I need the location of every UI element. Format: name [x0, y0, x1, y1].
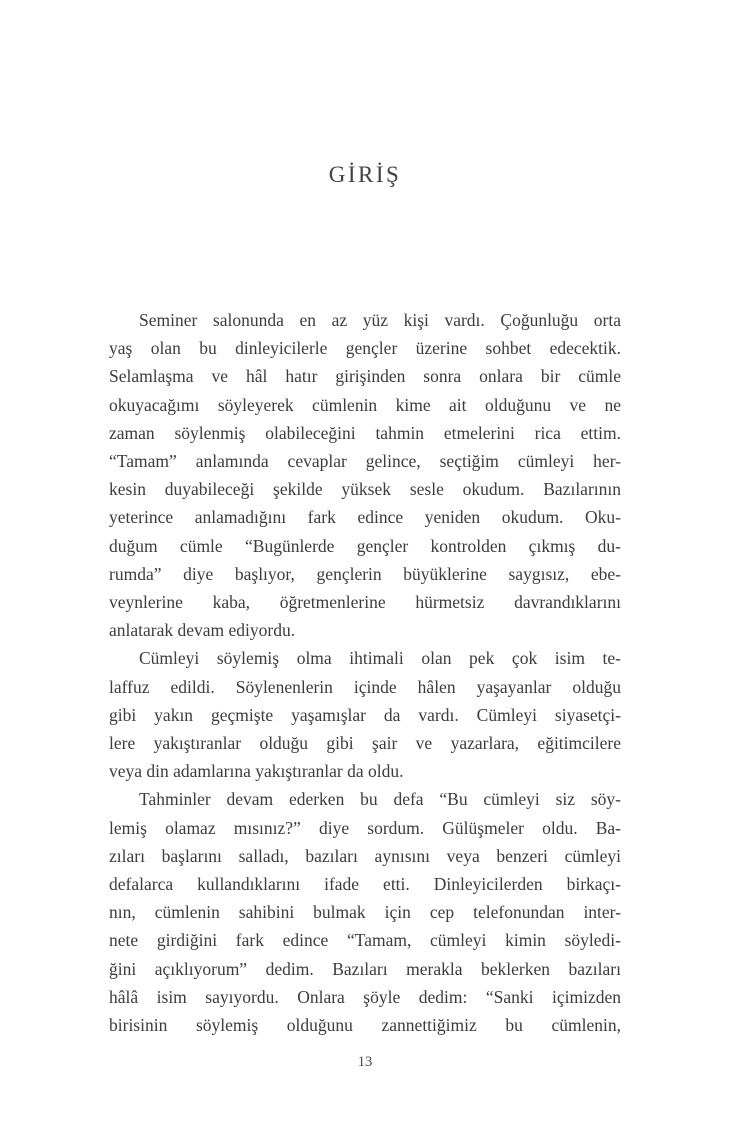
text-line: “Tamam” anlamında cevaplar gelince, seçtiğim cümleyi her- [109, 451, 621, 472]
text-line: zıları başlarını salladı, bazıları aynısını veya benzeri cümleyi [109, 845, 621, 866]
text-line: nın, cümlenin sahibini bulmak için cep telefonundan inter- [109, 902, 621, 923]
text-line: ğini açıklıyorum” dedim. Bazıları merakla beklerken bazıları [109, 958, 621, 979]
text-line: lere yakıştıranlar olduğu gibi şair ve yazarlara, eğitimcilere [109, 733, 621, 754]
text-line: yaş olan bu dinleyicilerle gençler üzerine sohbet edecektik. [109, 338, 621, 359]
body-paragraph [109, 306, 621, 644]
text-line: Cümleyi söylemiş olma ihtimali olan pek çok isim te- [139, 648, 621, 669]
text-line: Selamlaşma ve hâl hatır girişinden sonra onlara bir cümle [109, 366, 621, 387]
text-line: veynlerine kaba, öğretmenlerine hürmetsiz davrandıklarını [109, 592, 621, 613]
text-line: yeterince anlamadığını fark edince yeniden okudum. Oku- [109, 507, 621, 528]
text-line: veya din adamlarına yakıştıranlar da oldu. [109, 761, 404, 782]
chapter-title: GİRİŞ [328, 162, 402, 187]
text-line: hâlâ isim sayıyordu. Onlara şöyle dedim: “Sanki içimizden [109, 986, 621, 1007]
text-line: duğum cümle “Bugünlerde gençler kontrolden çıkmış du- [109, 535, 621, 556]
text-line: laffuz edildi. Söylenenlerin içinde hâlen yaşayanlar olduğu [109, 676, 621, 697]
text-line: okuyacağımı söyleyerek cümlenin kime ait olduğunu ve ne [109, 394, 621, 415]
text-line: Seminer salonunda en az yüz kişi vardı. Çoğunluğu orta [139, 310, 621, 330]
page-text [109, 306, 621, 1039]
text-line: lemiş olamaz mısınız?” diye sordum. Gülüşmeler oldu. Ba- [109, 817, 621, 838]
text-line: birisinin söylemiş olduğunu zannettiğimiz bu cümlenin, [109, 1015, 621, 1036]
text-line: nete girdiğini fark edince “Tamam, cümleyi kimin söyledi- [109, 930, 621, 951]
text-line: kesin duyabileceği şekilde yüksek sesle okudum. Bazılarının [109, 479, 621, 500]
text-line: rumda” diye başlıyor, gençlerin büyüklerine saygısız, ebe- [109, 563, 621, 584]
page-number: 13 [357, 1054, 373, 1070]
text-line: defalarca kullandıklarını ifade etti. Dinleyicilerden birkaçı- [109, 874, 621, 895]
text-line: zaman söylenmiş olabileceğini tahmin etmelerini rica ettim. [109, 422, 621, 443]
text-line: Tahminler devam ederken bu defa “Bu cümleyi siz söy- [139, 789, 621, 810]
body-paragraph [109, 785, 621, 1039]
text-line: anlatarak devam ediyordu. [109, 620, 296, 641]
text-line: gibi yakın geçmişte yaşamışlar da vardı. Cümleyi siyasetçi- [109, 704, 621, 725]
body-paragraph [109, 644, 621, 785]
